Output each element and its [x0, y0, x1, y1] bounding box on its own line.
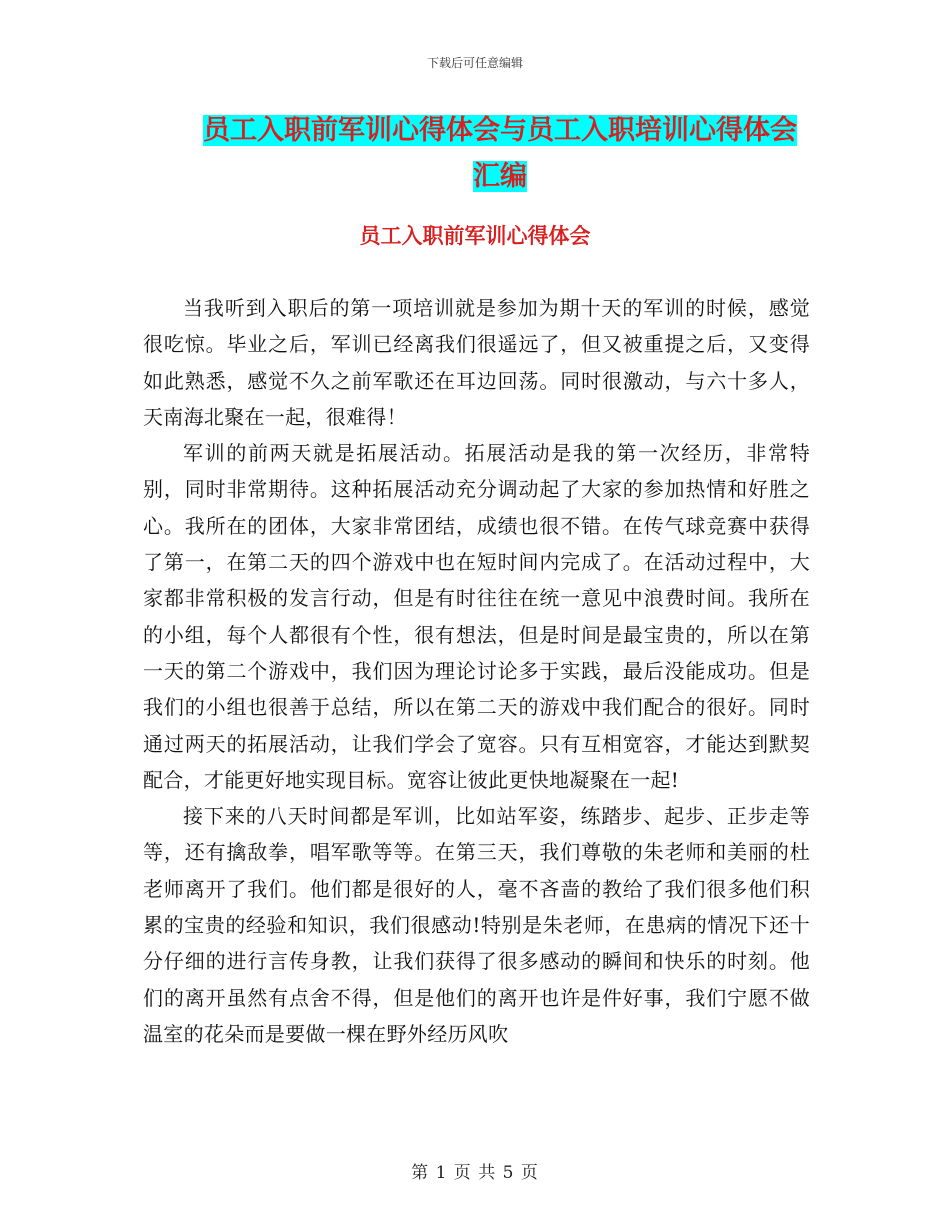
page-footer: 第 1 页 共 5 页 [411, 1163, 539, 1183]
header-note: 下载后可任意编辑 [426, 56, 523, 70]
document-title-text: 员工入职前军训心得体会与员工入职培训心得体会汇编 [203, 115, 797, 192]
paragraph-1: 当我听到入职后的第一项培训就是参加为期十天的军训的时候，感觉很吃惊。毕业之后，军训已经离我们很遥远了，但又被重提之后，又变得如此熟悉，感觉不久之前军歌还在耳边回荡。同时很激动，与六十多人，天南海北聚在一起，很难得！ [143, 296, 810, 429]
document-body [143, 290, 810, 1052]
paragraph-3: 接下来的八天时间都是军训，比如站军姿，练踏步、起步、正步走等等，还有擒敌拳，唱军歌等等。在第三天，我们尊敬的朱老师和美丽的杜老师离开了我们。他们都是很好的人，毫不吝啬的教给了我们很多他们积累的宝贵的经验和知识，我们很感动!特别是朱老师，在患病的情况下还十分仔细的进行言传身教，让我们获得了很多感动的瞬间和快乐的时刻。他们的离开虽然有点舍不得，但是他们的离开也许是件好事，我们宁愿不做温室的花朵而是要做一棵在野外经历风吹 [143, 804, 810, 1046]
paragraph-2: 军训的前两天就是拓展活动。拓展活动是我的第一次经历，非常特别，同时非常期待。这种拓展活动充分调动起了大家的参加热情和好胜之心。我所在的团体，大家非常团结，成绩也很不错。在传气球竞赛中获得了第一，在第二天的四个游戏中也在短时间内完成了。在活动过程中，大家都非常积极的发言行动，但是有时往往在统一意见中浪费时间。我所在的小组，每个人都很有个性，很有想法，但是时间是最宝贵的，所以在第一天的第二个游戏中，我们因为理论讨论多于实践，最后没能成功。但是我们的小组也很善于总结，所以在第二天的游戏中我们配合的很好。同时通过两天的拓展活动，让我们学会了宽容。只有互相宽容，才能达到默契配合，才能更好地实现目标。宽容让彼此更快地凝聚在一起! [143, 441, 810, 792]
document-title [190, 108, 810, 200]
section-title: 员工入职前军训心得体会 [359, 224, 591, 248]
